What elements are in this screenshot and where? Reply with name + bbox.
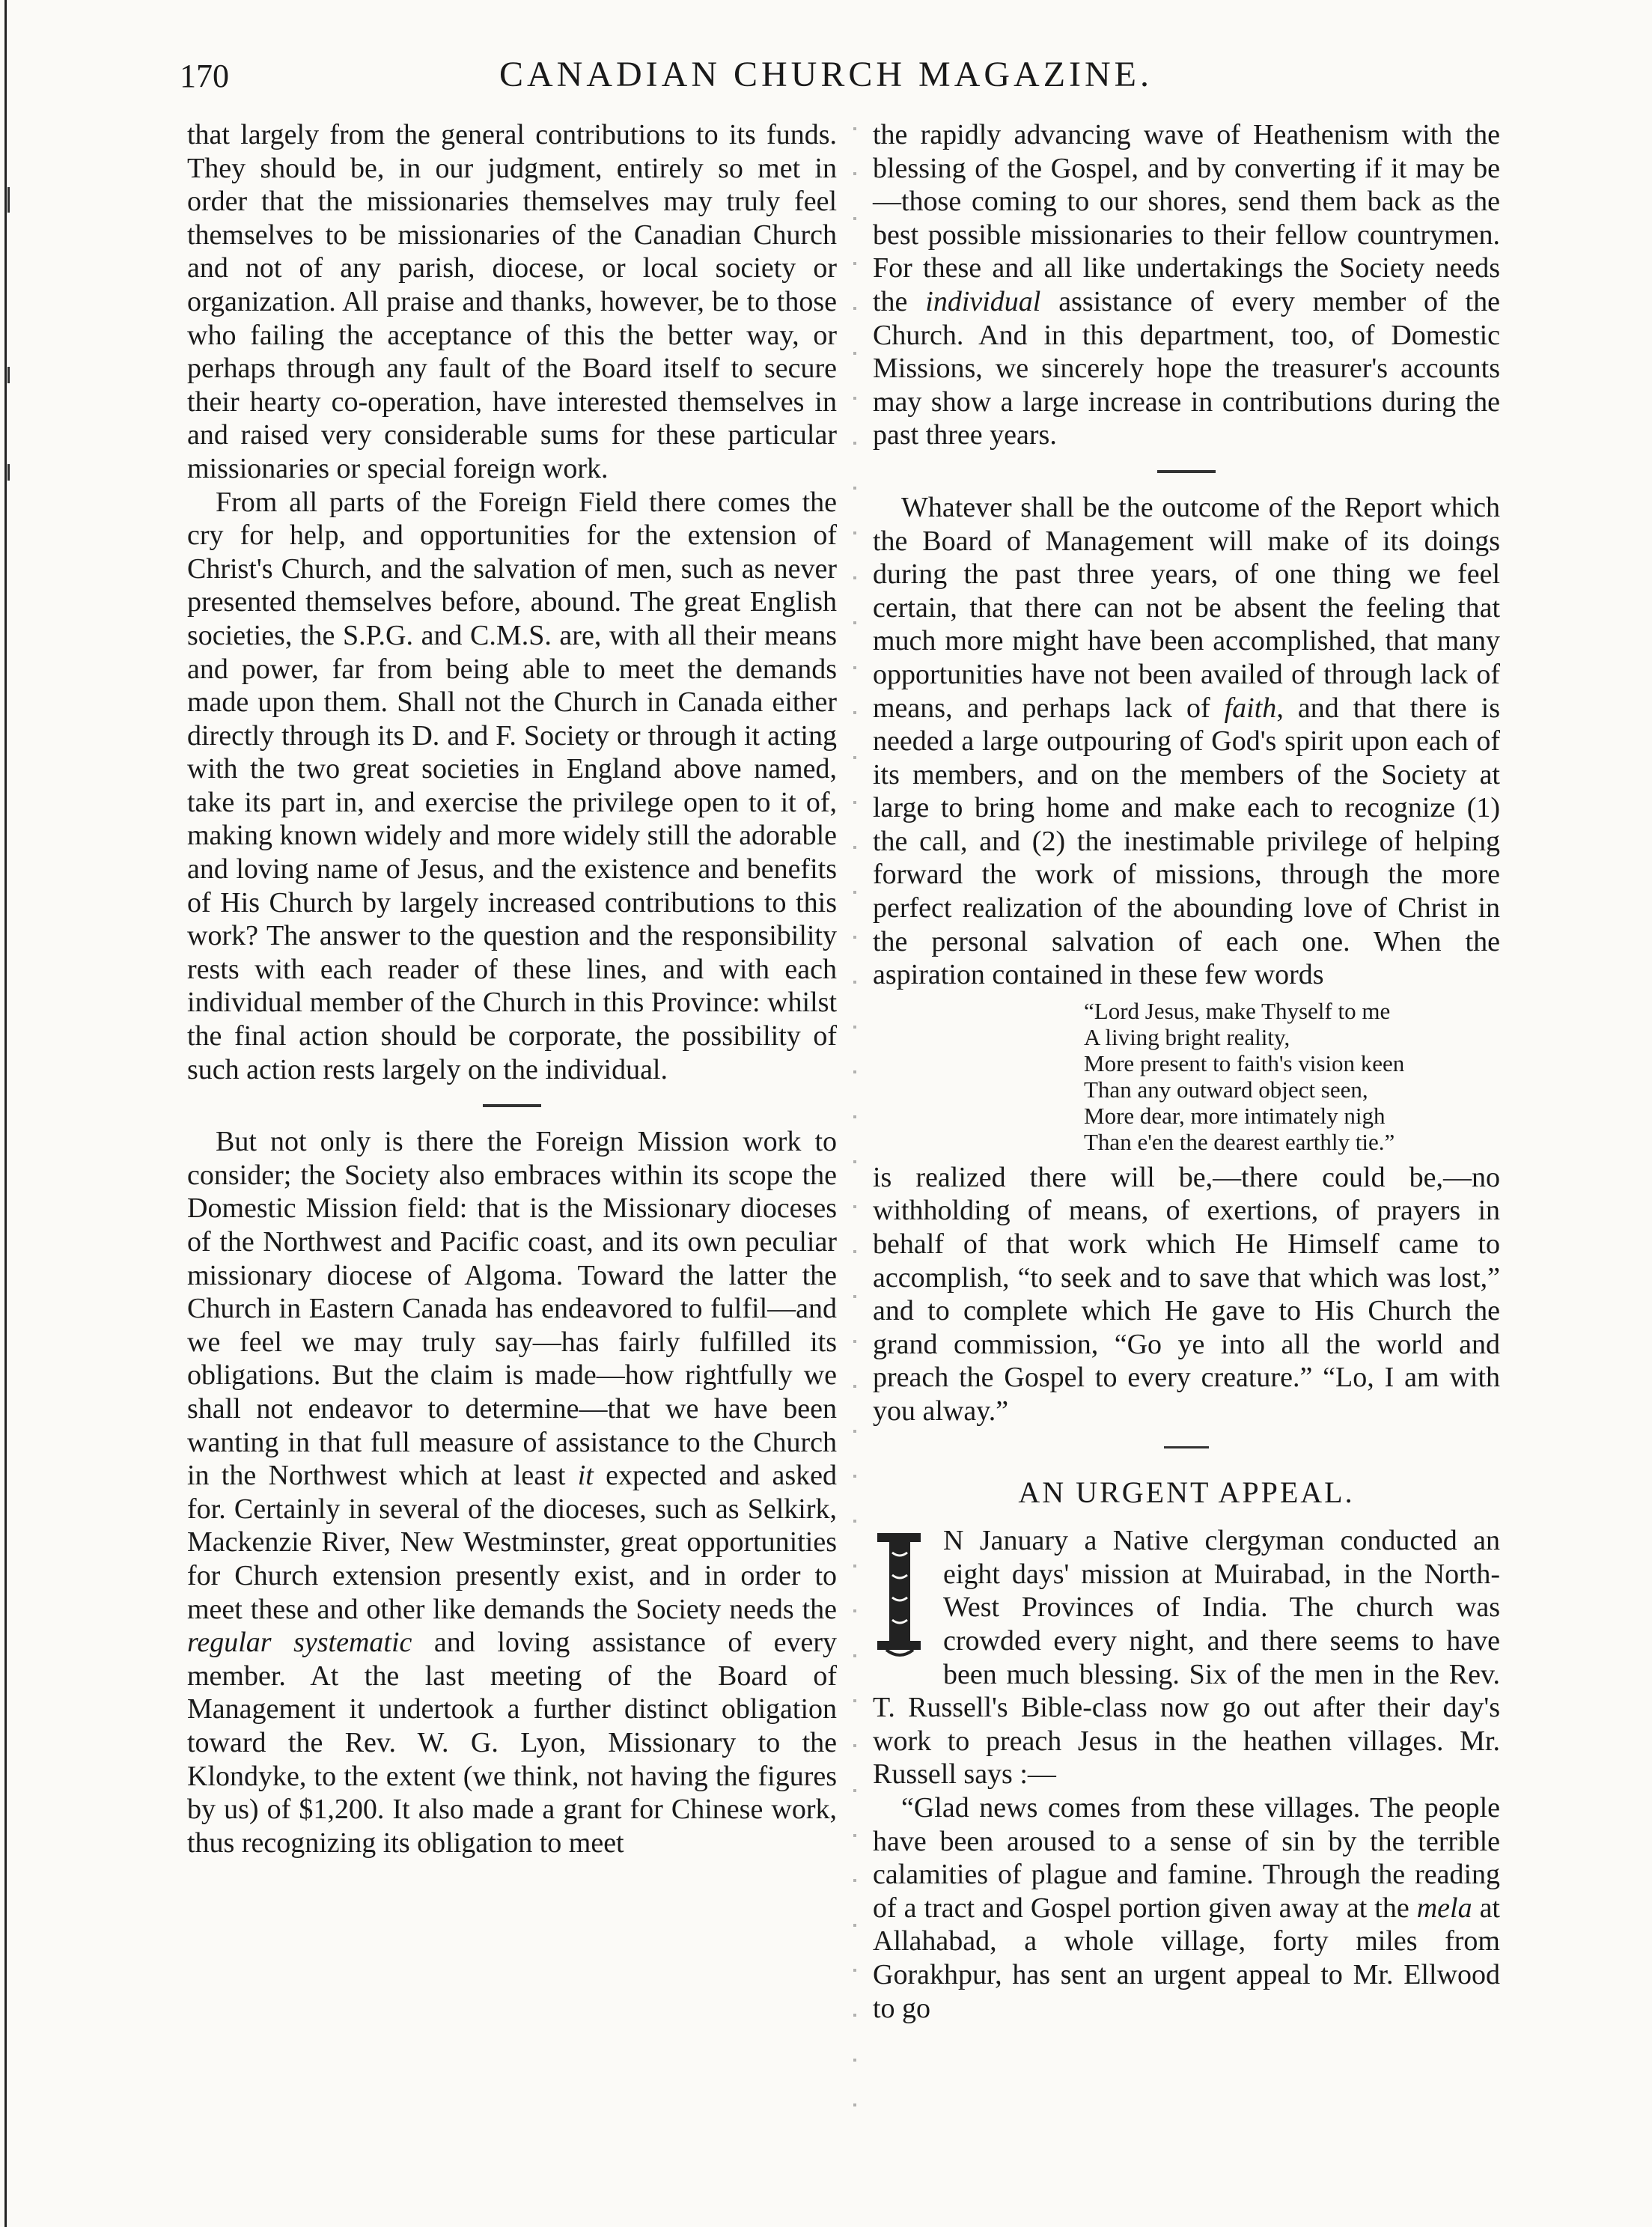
- paragraph: [873, 118, 1500, 452]
- edge-mark: [7, 367, 10, 383]
- page-edge-rule: [4, 0, 7, 2227]
- page-header: [0, 51, 1652, 103]
- dropcap-i-icon: [873, 1530, 933, 1659]
- column-divider: [853, 127, 856, 2148]
- paragraph: From all parts of the Foreign Field there comes the cry for help, and opportunities for the extension of Christ's Church, and the salvation of men, such as never presented themselves before, abound. The great English societies, the S.P.G. and C.M.S. are, with all their means and power, far from being able to meet the demands made upon them. Shall not the Church in Canada either directly through its D. and F. Society or through it acting with the two great societies in England above named, take its part in, and exercise the privilege open to it of, making known widely and more widely still the adorable and loving name of Jesus, and the existence and benefits of His Church by largely increased contributions to this work? The answer to the question and the responsibility rests with each reader of these lines, and with each individual member of the Church in this Province: whilst the final action should be corporate, the possibility of such action rests largely on the individual.: [187, 486, 837, 1085]
- text-run: But not only is there the Foreign Mission work to consider; the Society also embraces within its scope the Domestic Mission field: that is the Missionary dioceses of the Northwest and Pacific coast, and its own peculiar missionary diocese of Algoma. Toward the latter the Church in Eastern Canada has endeavored to fulfil—and we feel we may truly say—has fairly fulfilled its obligations. But the claim is made—how rightfully we shall not endeavor to determine—that we have been wanting in that full measure of assistance to the Church in the Northwest which at least: [187, 1126, 837, 1492]
- article-title: AN URGENT APPEAL.: [1018, 1475, 1355, 1509]
- text-run: N January a Native clergyman conducted an eight days' mission at Muirabad, in the North-West Provinces of India. The church was crowded every night, and there seems to have been much blessing. Six of the men in the Rev. T. Russell's Bible-class now go out after their day's work to preach Jesus in the heathen villages. Mr. Russell says :—: [873, 1525, 1500, 1791]
- verse-line: “Lord Jesus, make Thyself to me: [1084, 997, 1391, 1024]
- text-run: “Glad news comes from these villages. The people have been aroused to a sense of sin by the terrible calamities of plague and famine. Through the reading of a tract and Gospel portion given away at the: [873, 1791, 1500, 1924]
- running-title: CANADIAN CHURCH MAGAZINE.: [499, 55, 1153, 94]
- italic-text: regular systematic: [187, 1627, 412, 1659]
- page-number: 170: [180, 58, 229, 94]
- edge-mark: [7, 187, 10, 213]
- text-run: the rapidly advancing wave of Heathenism with the blessing of the Gospel, and by converting if it may be—those coming to our shores, send them back as the best possible missionaries to their fellow countrymen. For these and all like undertakings the Society needs the: [873, 119, 1500, 317]
- italic-text: faith: [1224, 692, 1277, 724]
- paragraph: [873, 1524, 1500, 1791]
- text-run: and loving assistance of every member. At the last meeting of the Board of Management it undertook a further distinct obligation toward the Rev. W. G. Lyon, Missionary to the Klondyke, to the extent (we think, not having the figures by us) of $1,200. It also made a grant for Chinese work, thus recognizing its obligation to meet: [187, 1627, 837, 1859]
- text-run: at Allahabad, a whole village, forty miles from Gorakhpur, has sent an urgent appeal to Mr. Ellwood to go: [873, 1892, 1500, 2024]
- paragraph: [873, 1791, 1500, 2025]
- edge-mark: [7, 464, 10, 481]
- verse-line: Than e'en the dearest earthly tie.”: [1084, 1128, 1395, 1155]
- verse-quote: [1084, 998, 1500, 1155]
- paragraph: that largely from the general contributions to its funds. They should be, in our judgment, entirely so met in order that the missionaries themselves may truly feel themselves to be missionaries of the Canadian Church and not of any parish, diocese, or local society or organization. All praise and thanks, however, be to those who failing the acceptance of this the better way, or perhaps through any fault of the Board itself to secure their hearty co-operation, have interested themselves in and raised very considerable sums for these particular missionaries or special foreign work.: [187, 119, 837, 484]
- text-run: assistance of every member of the Church. And in this department, too, of Domestic Missions, we sincerely hope the treasurer's accounts may show a large increase in contributions during the past three years.: [873, 285, 1500, 451]
- italic-text: individual: [925, 285, 1041, 317]
- verse-line: A living bright reality,: [1084, 1023, 1290, 1050]
- paragraph: [873, 491, 1500, 992]
- verse-line: More present to faith's vision keen: [1084, 1049, 1405, 1076]
- italic-text: it: [577, 1460, 594, 1492]
- paragraph: is realized there will be,—there could be,—no withholding of means, of exertions, of prayers in behalf of that work which He Himself came to accomplish, “to seek and to save that which was lost,” and to complete which He gave to His Church the grand commission, “Go ye into all the world and preach the Gospel to every creature.” “Lo, I am with you alway.”: [873, 1161, 1500, 1427]
- verse-line: Than any outward object seen,: [1084, 1076, 1368, 1103]
- right-column: [873, 118, 1500, 2025]
- italic-text: mela: [1416, 1892, 1472, 1924]
- left-column: [187, 118, 837, 1859]
- section-separator: [873, 1428, 1500, 1467]
- section-separator: [187, 1086, 837, 1125]
- text-run: Whatever shall be the outcome of the Report which the Board of Management will make of its doings during the past three years, of one thing we feel certain, that there can not be absent the feeling that much more might have been accomplished, that many opportunities have not been availed of through lack of means, and perhaps lack of: [873, 491, 1500, 724]
- text-run: , and that there is needed a large outpouring of God's spirit upon each of its members, and on the members of the Society at large to bring home and make each to recognize (1) the call, and (2) the inestimable privilege of helping forward the work of missions, through the more perfect realization of the abounding love of Christ in the personal salvation of each one. When the aspiration contained in these few words: [873, 692, 1500, 991]
- text-run: expected and asked for. Certainly in several of the dioceses, such as Selkirk, Mackenzie River, New Westminster, great opportunities for Church extension presently exist, and in order to meet these and other like demands the Society needs the: [187, 1460, 837, 1625]
- paragraph: [187, 1125, 837, 1859]
- verse-line: More dear, more intimately nigh: [1084, 1102, 1386, 1129]
- section-separator: [873, 452, 1500, 491]
